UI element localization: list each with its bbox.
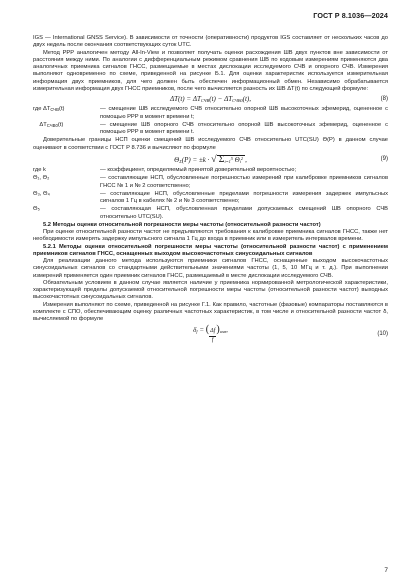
- definition-text: — смещение ШВ исследуемого СЧВ относительно опорной ШВ высокоточных эфемерид, оцененное с помощью PPP в момент времени t;: [100, 106, 388, 120]
- paragraph: Для реализации данного метода используются приемники сигналов ГНСС, оснащенные выходом высокочастотных синусоидальных сигналов со стандартными действительными значениями частоты (1, 5, 10 МГц и т. д.). При выполнении измерений применяется один приемник сигналов ГНСС, размещаемый в месте дислокации исследуемого СЧВ.: [33, 258, 388, 279]
- page-number: 7: [384, 567, 388, 574]
- definition-symbol: $\Delta T_{СЧВ0}(t)$: [33, 121, 64, 128]
- standard-header: ГОСТ Р 8.1036—2024: [313, 11, 388, 20]
- paragraph: IGS — International GNSS Service). В зависимости от точности (оперативности) продуктов IGS составляет от нескольких часов до двух недель после окончания соответствующих суток UTC.: [33, 35, 388, 49]
- definition-symbol: где k: [33, 167, 46, 173]
- paragraph: Метод PPP аналогичен методу All-In-View и позволяет получать оценки расхождения ШВ двух пунктов вне зависимости от расстояния между ними. По аналогии с дифференциальным режимом сравнения ШВ по кодовым измерениям применяются два аналогичных приемника сигналов ГНСС, размещаемые в местах дислокации исследуемого СЧВ и опорного СЧВ. Измерения выполняют одновременно по схеме, приведенной на рисунке Б.1. Для оценки характеристик используется измерительная информация двух приемников, для чего должен быть обеспечен информационный обмен. Независимо обрабатывается измерительная информация двух ГНСС приемников, после чего вычисляется разность их ШВ ΔT(t) по следующей формуле:: [33, 49, 388, 92]
- section-heading: 5.2 Методы оценки относительной погрешности меры частоты (относительной разности частот): [43, 221, 321, 228]
- formula-expression: $\Theta_\Sigma(P) = \pm k$ · √ $\Sigma_{i=1}^5$ $\Theta_i^2$ ,: [174, 153, 247, 165]
- definition-text: — коэффициент, определяемый принятой доверительной вероятностью;: [100, 167, 297, 173]
- formula-10: [33, 326, 388, 344]
- formula-number: (8): [380, 96, 388, 102]
- subsection-heading: 5.2.1 Методы оценки относительной погрешности меры частоты (относительной разности частот) с применением приемников сигналов ГНСС, оснащенных выходом высокочастотных синусоидальных сигналов: [33, 243, 388, 257]
- formula-number: (10): [377, 331, 388, 338]
- definitions-list: [33, 167, 388, 221]
- definition-symbol: Θ₃, Θ₄: [33, 190, 50, 197]
- definitions-list: [33, 106, 388, 136]
- definition-text: — составляющие НСП, обусловленные погрешностью измерений при калибровке приемников сигналов ГНСС № 1 и № 2 соответственно;: [100, 175, 388, 189]
- formula-number: (9): [380, 155, 388, 162]
- paragraph: При оценке относительной разности частот не предъявляются требования к калибровке приемника сигналов ГНСС, также нет необходимости измерять задержку импульсного сигнала 1 Гц до входа в приемник или в измеритель интервалов времени.: [33, 229, 388, 243]
- definition-symbol: Θ₁, Θ₂: [33, 175, 50, 182]
- paragraph: Обязательным условием в данном случае является наличие у приемника нормированной метрологической характеристики, характеризующей пределы допускаемой относительной погрешности меры частоты (относительной разности частот) выходных высокочастотных синусоидальных сигналов.: [33, 279, 388, 301]
- definition-symbol: где $\Delta T_{СЧВ}(t)$: [33, 106, 65, 113]
- definition-text: — смещение ШВ опорного СЧВ относительно опорной ШВ высокоточных эфемерид, оцененное с помощью PPP в момент времени t.: [100, 121, 388, 135]
- definition-text: — составляющая НСП, обусловленная пределами допускаемых смещений ШВ опорного СЧВ относительно UTC(SU).: [100, 206, 388, 220]
- definition-text: — составляющие НСП, обусловленные пределами погрешности измерения задержек импульсных сигналов 1 Гц в кабелях № 2 и № 3 соответственно;: [100, 190, 388, 204]
- formula-9: [33, 155, 388, 164]
- page-content: [33, 35, 388, 347]
- paragraph: Измерения выполняют по схеме, приведенной на рисунке Г.1. Как правило, частотные (фазовые) компараторы поставляются в комплекте с СПО, обеспечивающим оценку различных частотных характеристик, в том числе и относительной разности частот δ, вычисляемой по формуле: [33, 301, 388, 322]
- paragraph: Доверительные границы НСП оценки смещений ШВ исследуемого СЧВ относительно UTC(SU) Θ(P) в данном случае оценивают в соответствии с ГОСТ Р 8.736 и вычисляют по формуле: [33, 137, 388, 151]
- formula-8: [33, 96, 388, 103]
- formula-expression: $\Delta T(t) = \Delta T_{СЧВ}(t) - \Delta T_{СЧВ0}(t)$,: [170, 95, 251, 103]
- definition-symbol: Θ₅: [33, 206, 40, 213]
- formula-expression: $\delta_f$ = ( $\frac{\Delta f}{f}$ )$_{изм}$,: [193, 324, 228, 343]
